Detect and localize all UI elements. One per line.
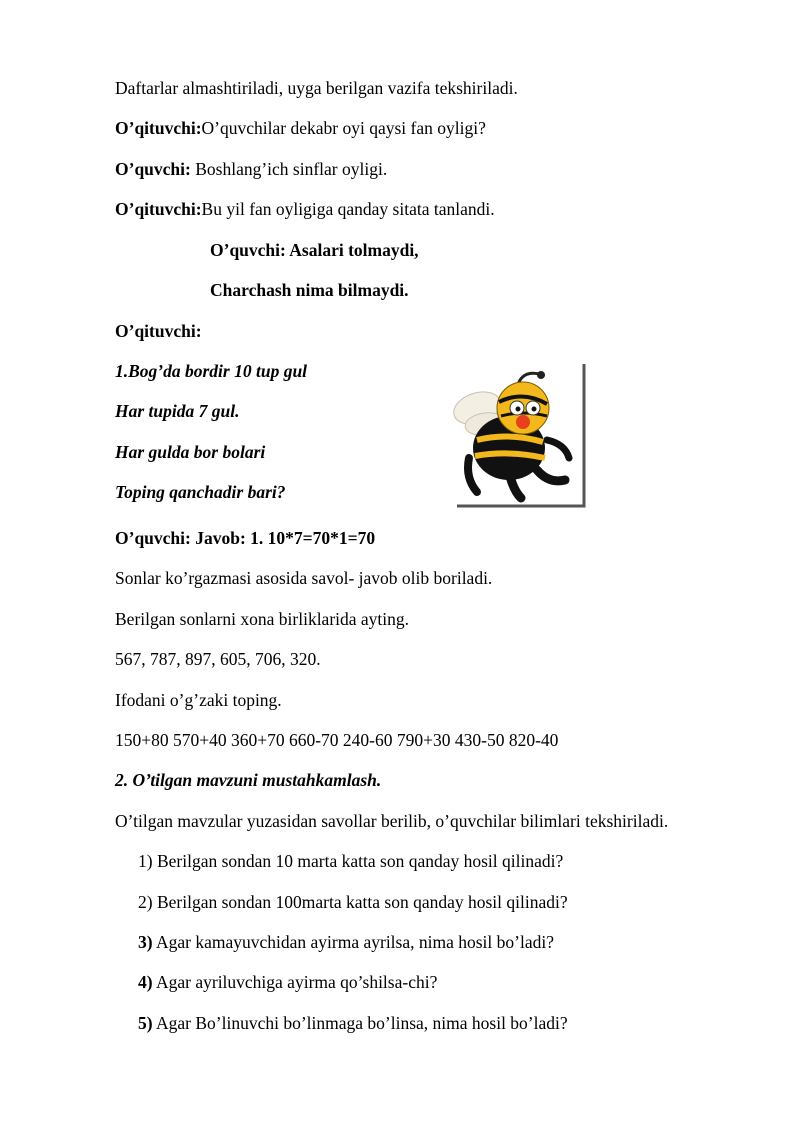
- riddle-line-1: 1.Bog’da bordir 10 tup gul: [115, 361, 308, 381]
- line-text: O’quvchilar dekabr oyi qaysi fan oyligi?: [201, 118, 486, 138]
- bee-illustration: [447, 360, 587, 510]
- question-text: Berilgan sondan 100marta katta son qanday hosil qilinadi?: [152, 892, 568, 912]
- riddle-line-4: Toping qanchadir bari?: [115, 482, 286, 502]
- question-item: [138, 971, 437, 993]
- text-line: Berilgan sonlarni xona birliklarida ayting.: [115, 609, 410, 629]
- speaker-teacher: O’qituvchi:: [115, 118, 202, 138]
- question-text: Agar ayriluvchiga ayirma qo’shilsa-chi?: [152, 972, 438, 992]
- student-answer-1: [115, 158, 387, 180]
- line-text: Boshlang’ich sinflar oyligi.: [190, 159, 388, 179]
- question-item: [138, 850, 563, 872]
- question-number: 1): [138, 851, 153, 871]
- section-heading: 2. O’tilgan mavzuni mustahkamlash.: [115, 770, 382, 790]
- question-text: Agar Bo’linuvchi bo’linmaga bo’linsa, nima hosil bo’ladi?: [152, 1013, 568, 1033]
- riddle-line-2: Har tupida 7 gul.: [115, 401, 240, 421]
- question-text: Berilgan sondan 10 marta katta son qanday hosil qilinadi?: [152, 851, 564, 871]
- text-line: O’tilgan mavzular yuzasidan savollar berilib, o’quvchilar bilimlari tekshiriladi.: [115, 811, 669, 831]
- teacher-label: O’qituvchi:: [115, 321, 202, 341]
- question-number: 3): [138, 932, 153, 952]
- intro-line: Daftarlar almashtiriladi, uyga berilgan vazifa tekshiriladi.: [115, 78, 518, 98]
- question-number: 2): [138, 892, 153, 912]
- student-answer-riddle: O’quvchi: Javob: 1. 10*7=70*1=70: [115, 528, 376, 548]
- text-line: Ifodani o’g’zaki toping.: [115, 690, 282, 710]
- question-item: [138, 931, 554, 953]
- number-list: 567, 787, 897, 605, 706, 320.: [115, 649, 321, 669]
- riddle-line-3: Har gulda bor bolari: [115, 442, 266, 462]
- teacher-question-1: [115, 117, 486, 139]
- question-number: 5): [138, 1013, 153, 1033]
- question-number: 4): [138, 972, 153, 992]
- teacher-question-2: [115, 198, 495, 220]
- text-line: Sonlar ko’rgazmasi asosida savol- javob olib boriladi.: [115, 568, 493, 588]
- quote-line-2: Charchash nima bilmaydi.: [210, 280, 409, 300]
- question-item: [138, 1012, 568, 1034]
- question-item: [138, 891, 568, 913]
- bee-icon: [447, 360, 587, 510]
- expression-list: 150+80 570+40 360+70 660-70 240-60 790+30 430-50 820-40: [115, 730, 559, 750]
- line-text: Bu yil fan oyligiga qanday sitata tanlandi.: [201, 199, 495, 219]
- speaker-teacher: O’qituvchi:: [115, 199, 202, 219]
- question-text: Agar kamayuvchidan ayirma ayrilsa, nima hosil bo’ladi?: [152, 932, 554, 952]
- speaker-student: O’quvchi:: [115, 159, 191, 179]
- quote-line-1: O’quvchi: Asalari tolmaydi,: [210, 240, 419, 260]
